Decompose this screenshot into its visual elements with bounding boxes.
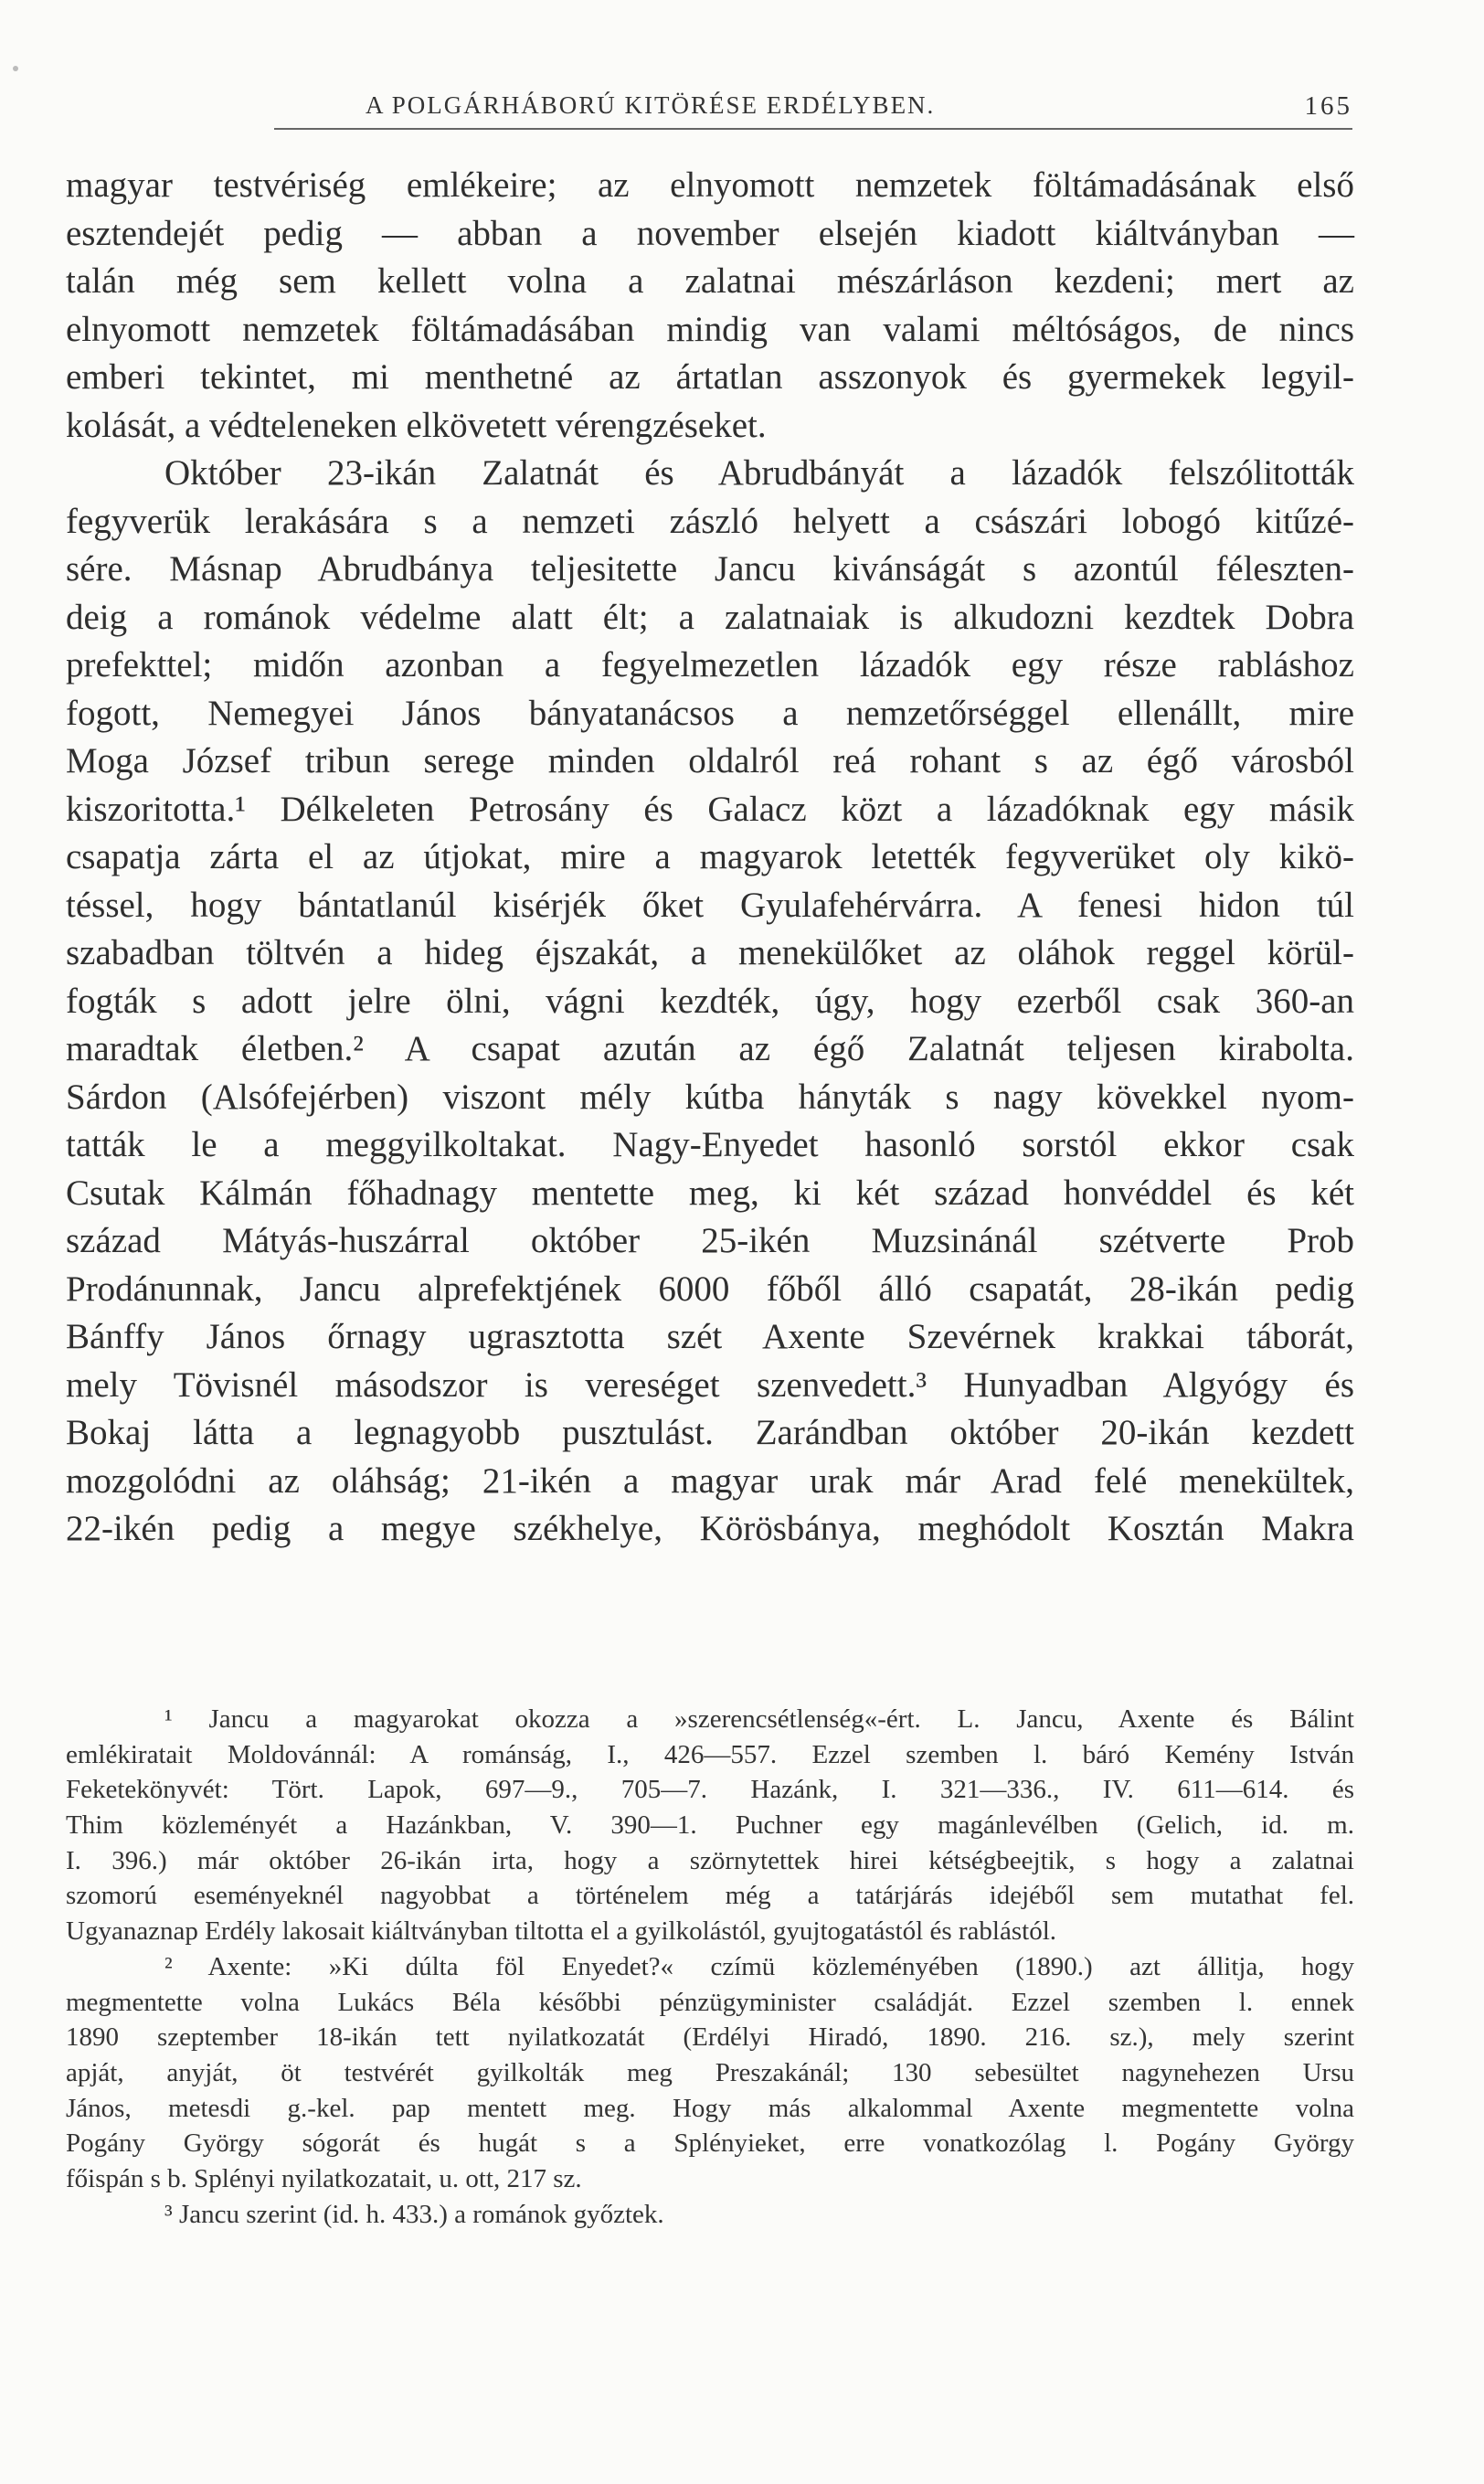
- text-line: mely Tövisnél másodszor is vereséget szenvedett.³ Hunyadban Algyógy és: [66, 1364, 1354, 1405]
- footnote-line: I. 396.) már október 26-ikán irta, hogy a szörnytettek hirei kétségbeejtik, s hogy a zalatnai: [66, 1845, 1354, 1875]
- text-line: Bokaj látta a legnagyobb pusztulást. Zarándban október 20-ikán kezdett: [66, 1413, 1354, 1452]
- text-line: sére. Másnap Abrudbánya teljesitette Jancu kivánságát s azontúl féleszten-: [66, 549, 1354, 589]
- text-line: kiszoritotta.¹ Délkeleten Petrosány és Galacz közt a lázadóknak egy másik: [66, 789, 1354, 829]
- footnote-line: János, metesdi g.-kel. pap mentett meg. Hogy más alkalommal Axente megmentette volna: [66, 2093, 1354, 2123]
- text-line: Sárdon (Alsófejérben) viszont mély kútba hányták s nagy kövekkel nyom-: [66, 1077, 1354, 1117]
- running-header: [274, 91, 1352, 128]
- footnote-line: ³ Jancu szerint (id. h. 433.) a románok győztek.: [164, 2199, 664, 2229]
- footnote-line: 1890 szeptember 18-ikán tett nyilatkozatát (Erdélyi Hiradó, 1890. 216. sz.), mely szerint: [66, 2022, 1354, 2053]
- text-line: tatták le a meggyilkoltakat. Nagy-Enyedet hasonló sorstól ekkor csak: [66, 1125, 1354, 1164]
- text-line: Október 23-ikán Zalatnát és Abrudbányát a lázadók felszólitották: [164, 453, 1354, 493]
- text-line: emberi tekintet, mi menthetné az ártatlan asszonyok és gyermekek legyil-: [66, 357, 1354, 397]
- footnote-line: emlékiratait Moldovánnál: A románság, I., 426—557. Ezzel szemben l. báró Kemény István: [66, 1739, 1354, 1769]
- text-line: 22-ikén pedig a megye székhelye, Körösbánya, meghódolt Kosztán Makra: [66, 1509, 1354, 1548]
- text-line: maradtak életben.² A csapat azután az égő Zalatnát teljesen kirabolta.: [66, 1029, 1354, 1068]
- text-line: talán még sem kellett volna a zalatnai mészárláson kezdeni; mert az: [66, 261, 1354, 301]
- running-title: A POLGÁRHÁBORÚ KITÖRÉSE ERDÉLYBEN.: [366, 91, 936, 119]
- text-line: mozgolódni az oláhság; 21-ikén a magyar urak már Arad felé menekültek,: [66, 1460, 1354, 1501]
- text-line: csapatja zárta el az útjokat, mire a magyarok letették fegyverüket oly kikö-: [66, 837, 1354, 876]
- text-line: esztendejét pedig — abban a november elsején kiadott kiáltványban —: [66, 213, 1354, 253]
- text-line: fegyverük lerakására s a nemzeti zászló helyett a császári lobogó kitűzé-: [66, 501, 1354, 541]
- body-text: [66, 162, 1354, 1554]
- text-line: Moga József tribun serege minden oldalról reá rohant s az égő városból: [66, 741, 1354, 780]
- page-number: 165: [1304, 91, 1352, 121]
- text-line: Prodánunnak, Jancu alprefektjének 6000 főből álló csapatát, 28-ikán pedig: [66, 1269, 1354, 1309]
- footnote-line: főispán s b. Splényi nyilatkozatait, u. ott, 217 sz.: [66, 2163, 582, 2193]
- footnote-line: megmentette volna Lukács Béla későbbi pénzügyminister családját. Ezzel szemben l. ennek: [66, 1987, 1354, 2017]
- footnote-line: szomorú eseményeknél nagyobbat a történelem még a tatárjárás idejéből sem mutathat fel.: [66, 1881, 1354, 1911]
- margin-speck: [13, 66, 18, 71]
- header-rule: [274, 128, 1352, 130]
- text-line: téssel, hogy bántatlanúl kisérjék őket Gyulafehérvárra. A fenesi hidon túl: [66, 885, 1354, 925]
- footnote-line: Pogány György sógorát és hugát s a Splényieket, erre vonatkozólag l. Pogány György: [66, 2128, 1354, 2159]
- text-line: magyar testvériség emlékeire; az elnyomott nemzetek föltámadásának első: [66, 165, 1354, 205]
- text-line: kolását, a védteleneken elkövetett vérengzéseket.: [66, 405, 767, 445]
- text-line: Bánffy János őrnagy ugrasztotta szét Axente Szevérnek krakkai táborát,: [66, 1317, 1354, 1356]
- footnote-line: Thim közleményét a Hazánkban, V. 390—1. Puchner egy magánlevélben (Gelich, id. m.: [66, 1810, 1354, 1841]
- footnote-line: apját, anyját, öt testvérét gyilkolták meg Preszakánál; 130 sebesültet nagynehezen Ursu: [66, 2057, 1354, 2087]
- text-line: deig a románok védelme alatt élt; a zalatnaiak is alkudozni kezdtek Dobra: [66, 597, 1354, 637]
- text-line: elnyomott nemzetek föltámadásában mindig van valami méltóságos, de nincs: [66, 309, 1354, 349]
- text-line: fogott, Nemegyei János bányatanácsos a nemzetőrséggel ellenállt, mire: [66, 693, 1354, 733]
- footnotes: [66, 1702, 1354, 2232]
- text-line: prefekttel; midőn azonban a fegyelmezetlen lázadók egy része rabláshoz: [66, 645, 1354, 685]
- text-line: fogták s adott jelre ölni, vágni kezdték, úgy, hogy ezerből csak 360-an: [66, 981, 1354, 1021]
- text-line: század Mátyás-huszárral október 25-ikén Muzsinánál szétverte Prob: [66, 1221, 1354, 1260]
- text-line: szabadban töltvén a hideg éjszakát, a menekülőket az oláhok reggel körül-: [66, 933, 1354, 972]
- footnote-line: Ugyanaznap Erdély lakosait kiáltványban tiltotta el a gyilkolástól, gyujtogatástól és rablástól.: [66, 1916, 1057, 1947]
- footnote-line: Feketekönyvét: Tört. Lapok, 697—9., 705—7. Hazánk, I. 321—336., IV. 611—614. és: [66, 1775, 1354, 1805]
- text-line: Csutak Kálmán főhadnagy mentette meg, ki két század honvéddel és két: [66, 1173, 1354, 1213]
- footnote-line: ² Axente: »Ki dúlta föl Enyedet?« czímü közleményében (1890.) azt állitja, hogy: [164, 1951, 1354, 1981]
- footnote-line: ¹ Jancu a magyarokat okozza a »szerencsétlenség«-ért. L. Jancu, Axente és Bálint: [164, 1704, 1354, 1734]
